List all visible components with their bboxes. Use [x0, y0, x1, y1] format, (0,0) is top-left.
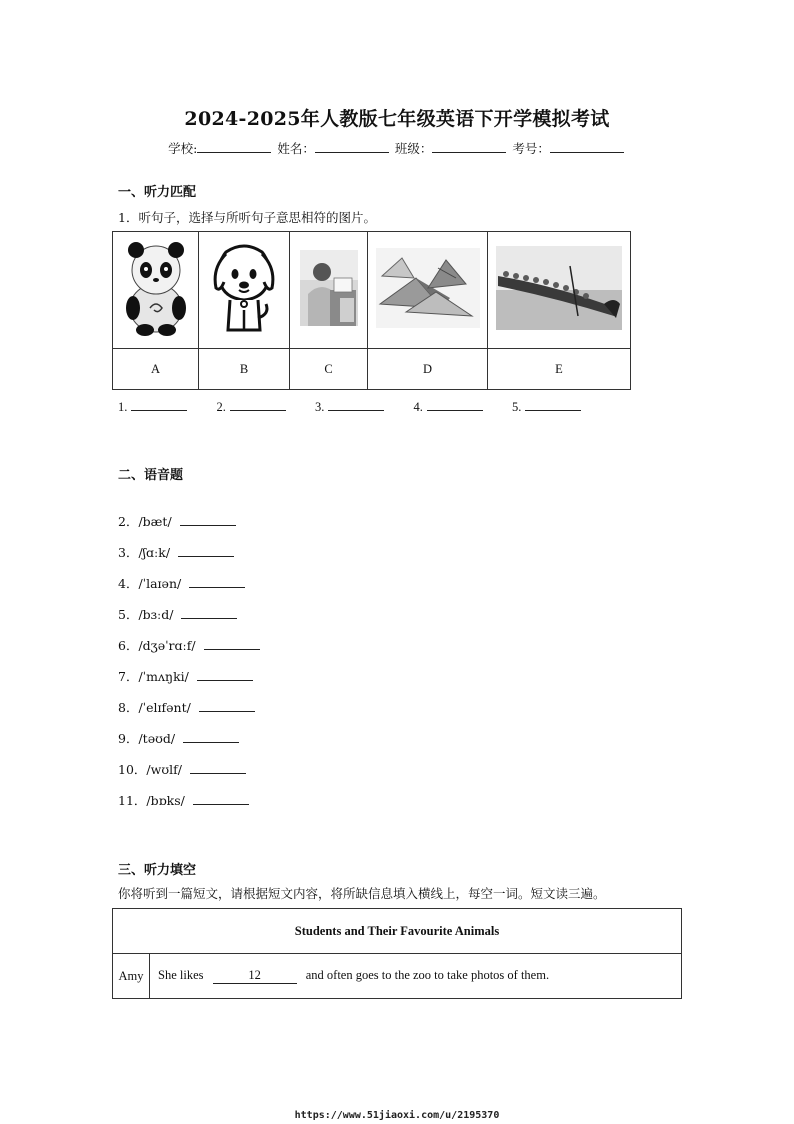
- name-field[interactable]: [315, 140, 389, 153]
- description-after: and often goes to the zoo to take photos of them.: [305, 968, 550, 982]
- phonetic-blank[interactable]: [193, 792, 249, 805]
- name-label: 姓名：: [277, 141, 315, 156]
- fill-table-title: Students and Their Favourite Animals: [113, 909, 682, 954]
- picture-label: C: [290, 349, 368, 390]
- panda-toy-icon: [119, 238, 193, 338]
- class-field[interactable]: [432, 140, 506, 153]
- phonetic-text: 2．/bæt/: [118, 514, 172, 529]
- answer-number: 3.: [315, 400, 325, 414]
- girl-studying-photo: [300, 250, 358, 326]
- student-description-cell: [150, 954, 682, 999]
- picture-label: E: [488, 349, 631, 390]
- phonetic-text: 11．/bɒks/: [118, 793, 185, 808]
- picture-b-cell: [199, 232, 290, 349]
- answer-blank[interactable]: [230, 398, 286, 411]
- phonetic-text: 6．/dʒəˈrɑːf/: [118, 638, 196, 653]
- phonetic-item: [118, 574, 245, 592]
- question1-text: 1．听句子，选择与所听句子意思相符的图片。: [118, 210, 376, 225]
- phonetic-text: 9．/təʊd/: [118, 731, 176, 746]
- phonetic-text: 4．/ˈlaɪən/: [118, 576, 182, 591]
- answer-blank[interactable]: [131, 398, 187, 411]
- phonetic-blank[interactable]: [197, 668, 253, 681]
- puppy-icon: [206, 238, 282, 338]
- phonetic-text: 8．/ˈelɪfənt/: [118, 700, 191, 715]
- phonetic-item: [118, 543, 234, 561]
- picture-label: D: [368, 349, 488, 390]
- answer-item: [512, 398, 581, 415]
- school-field[interactable]: [197, 140, 271, 153]
- footer-url[interactable]: https://www.51jiaoxi.com/u/2195370: [294, 1110, 500, 1121]
- class-label: 班级：: [394, 141, 433, 156]
- picture-e-cell: [488, 232, 631, 349]
- answer-number: 5.: [512, 400, 522, 414]
- phonetic-item: [118, 605, 237, 623]
- phonetic-text: 5．/bɜːd/: [118, 607, 174, 622]
- picture-a-cell: [113, 232, 199, 349]
- page-title: 2024-2025年人教版七年级英语下开学模拟考试: [184, 108, 610, 130]
- phonetic-blank[interactable]: [189, 575, 245, 588]
- answer-number: 4.: [413, 400, 423, 414]
- answer-blank[interactable]: [525, 398, 581, 411]
- phonetic-blank[interactable]: [178, 544, 234, 557]
- answer-blanks-row: [118, 398, 607, 415]
- phonetic-text: 3．/ʃɑːk/: [118, 545, 171, 560]
- exam-no-label: 考号：: [512, 141, 550, 156]
- answer-blank[interactable]: [427, 398, 483, 411]
- zongzi-photo: [376, 248, 480, 328]
- phonetic-item: [118, 791, 249, 809]
- description-before: She likes: [158, 968, 204, 982]
- phonetic-blank[interactable]: [204, 637, 260, 650]
- answer-item: [217, 398, 286, 415]
- picture-d-cell: [368, 232, 488, 349]
- section3-instruction: 你将听到一篇短文，请根据短文内容，将所缺信息填入横线上，每空一词。短文读三遍。: [118, 886, 606, 901]
- phonetic-item: [118, 698, 255, 716]
- answer-item: [315, 398, 384, 415]
- picture-label: B: [199, 349, 290, 390]
- section2-heading: 二、语音题: [118, 468, 184, 483]
- section1-heading: 一、听力匹配: [118, 185, 197, 200]
- answer-item: [414, 398, 483, 415]
- phonetic-text: 10．/wʊlf/: [118, 762, 182, 777]
- answer-blank[interactable]: [328, 398, 384, 411]
- school-label: 学校:: [168, 141, 198, 156]
- section3-heading: 三、听力填空: [118, 863, 197, 878]
- picture-c-cell: [290, 232, 368, 349]
- phonetic-blank[interactable]: [190, 761, 246, 774]
- student-info-line: [0, 139, 794, 157]
- table-row: [113, 954, 682, 999]
- student-name-cell: Amy: [113, 954, 150, 999]
- phonetic-blank[interactable]: [199, 699, 255, 712]
- phonetic-item: [118, 760, 246, 778]
- answer-item: [118, 398, 187, 415]
- answer-number: 2.: [216, 400, 226, 414]
- dragon-boat-photo: [496, 246, 622, 330]
- blank-number: 12: [248, 968, 261, 982]
- phonetic-text: 7．/ˈmʌŋki/: [118, 669, 189, 684]
- phonetic-item: [118, 636, 260, 654]
- picture-label: A: [113, 349, 199, 390]
- phonetic-blank[interactable]: [181, 606, 237, 619]
- phonetic-item: [118, 729, 239, 747]
- exam-no-field[interactable]: [550, 140, 624, 153]
- blank-12[interactable]: [213, 968, 297, 984]
- phonetic-item: [118, 512, 236, 530]
- fill-in-table: [112, 908, 682, 999]
- phonetic-item: [118, 667, 253, 685]
- phonetic-blank[interactable]: [183, 730, 239, 743]
- picture-table: [112, 231, 631, 390]
- answer-number: 1.: [118, 400, 128, 414]
- phonetic-blank[interactable]: [180, 513, 236, 526]
